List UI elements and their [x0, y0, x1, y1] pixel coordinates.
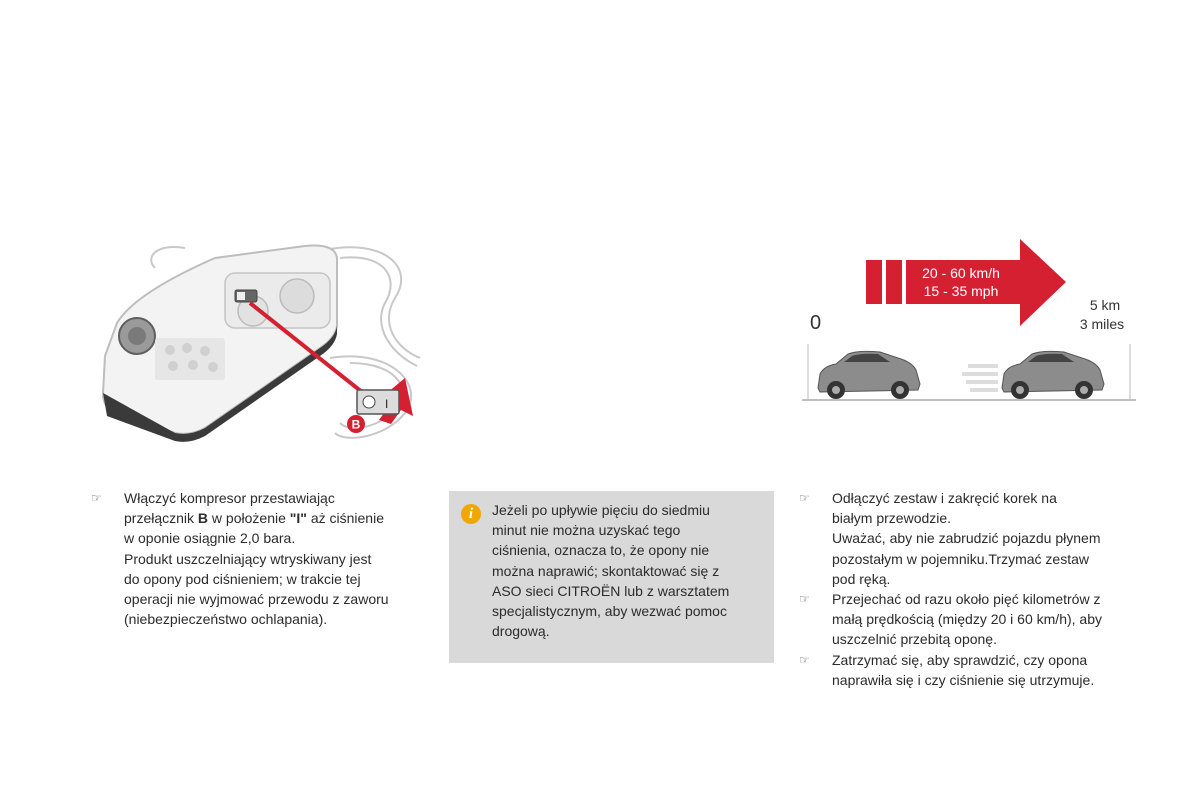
instruction-column-1 — [91, 488, 421, 629]
col3-text-line: Uważać, aby nie zabrudzić pojazdu płynem — [832, 530, 1101, 547]
list-item — [799, 650, 1144, 690]
col3-text-line: Przejechać od razu około pięć kilometrów z — [832, 591, 1101, 608]
col3-text-line: pozostałym w pojemniku.Trzymać zestaw — [832, 550, 1090, 567]
car-start-icon — [818, 351, 920, 399]
pointing-hand-icon: ☞ — [799, 652, 810, 667]
info-line: minut nie można uzyskać tego — [492, 522, 681, 539]
compressor-kit-illustration — [95, 238, 425, 450]
col1-line7: (niebezpieczeństwo ochlapania). — [124, 611, 328, 628]
info-line: ASO sieci CITROËN lub z warsztatem — [492, 582, 730, 599]
info-icon: i — [461, 504, 481, 524]
col3-text-line: Odłączyć zestaw i zakręcić korek na — [832, 490, 1057, 506]
info-line: drogową. — [492, 623, 550, 640]
pointing-hand-icon: ☞ — [799, 491, 810, 505]
col1-line4: Produkt uszczelniający wtryskiwany jest — [124, 550, 372, 567]
start-label: 0 — [810, 312, 822, 334]
info-box — [449, 491, 774, 663]
col1-line1: Włączyć kompresor przestawiając — [124, 490, 335, 506]
distance-km: 5 km — [1089, 297, 1121, 313]
speed-distance-illustration — [800, 236, 1140, 406]
col1-line5: do opony pod ciśnieniem; w trakcie tej — [124, 570, 361, 587]
col3-text-line: małą prędkością (między 20 i 60 km/h), aby — [832, 611, 1102, 628]
col1-line2: przełącznik B w położenie "I" aż ciśnienie — [124, 510, 384, 527]
label-b: B — [351, 417, 361, 432]
switch-mark: I — [385, 397, 389, 411]
col3-text-line: białym przewodzie. — [832, 510, 952, 527]
list-item — [799, 488, 1144, 589]
info-text — [492, 500, 772, 641]
speed-kmh: 20 - 60 km/h — [922, 265, 1000, 281]
list-item — [91, 488, 421, 629]
pointing-hand-icon: ☞ — [91, 491, 102, 505]
arrow-block-1 — [866, 260, 882, 304]
car-moving-icon — [1002, 351, 1104, 399]
info-line: ciśnienia, oznacza to, że opony nie — [492, 542, 710, 559]
col3-text-line: naprawiła się i czy ciśnienie się utrzymuje. — [832, 671, 1095, 688]
info-line: Jeżeli po upływie pięciu do siedmiu — [492, 502, 710, 518]
info-line: specjalistycznym, aby wezwać pomoc — [492, 603, 727, 620]
speed-mph: 15 - 35 mph — [923, 283, 999, 299]
col1-line3: w oponie osiągnie 2,0 bara. — [124, 530, 296, 547]
col3-text-line: pod ręką. — [832, 570, 891, 587]
pointing-hand-icon: ☞ — [799, 592, 810, 607]
col3-text-line: uszczelnić przebitą oponę. — [832, 631, 997, 648]
distance-miles: 3 miles — [1079, 316, 1125, 332]
arrow-block-2 — [886, 260, 902, 304]
instruction-column-3 — [799, 488, 1144, 690]
col3-text-line: Zatrzymać się, aby sprawdzić, czy opona — [832, 651, 1088, 668]
list-item — [799, 589, 1144, 650]
info-line: można naprawić; skontaktować się z — [492, 562, 720, 579]
col1-line6: operacji nie wyjmować przewodu z zaworu — [124, 591, 389, 608]
